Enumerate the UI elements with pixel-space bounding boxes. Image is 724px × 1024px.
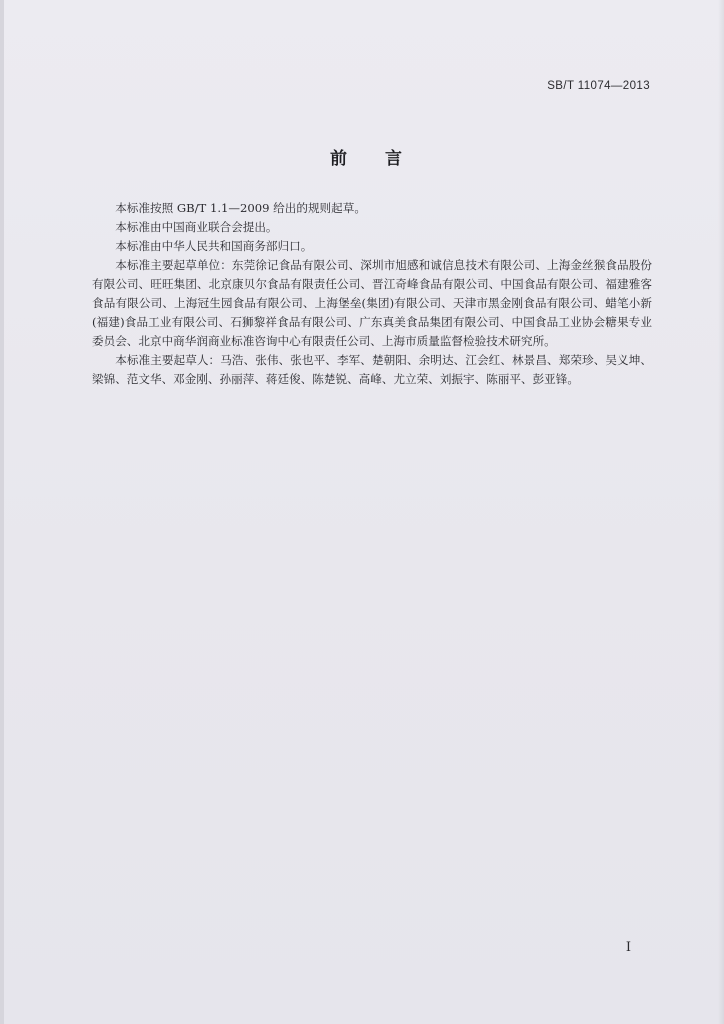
page-edge-shadow	[718, 0, 724, 1024]
paragraph-drafters: 本标准主要起草人：马浩、张伟、张也平、李军、楚朝阳、余明达、江会红、林景昌、郑荣珍、吴义坤、梁锦、范文华、邓金刚、孙丽萍、蒋廷俊、陈楚锐、高峰、尤立荣、刘振宇、陈丽平、彭亚锋。	[92, 353, 652, 386]
title-char-2: 言	[385, 149, 402, 169]
page-title	[4, 144, 724, 169]
paragraph-administrator: 本标准由中华人民共和国商务部归口。	[115, 239, 313, 253]
standard-code: SB/T 11074—2013	[547, 80, 650, 92]
page-number: I	[625, 940, 631, 955]
paragraph-proposer: 本标准由中国商业联合会提出。	[115, 220, 278, 234]
paragraph-drafting-units: 本标准主要起草单位：东莞徐记食品有限公司、深圳市旭感和诚信息技术有限公司、上海金丝猴食品股份有限公司、旺旺集团、北京康贝尔食品有限责任公司、晋江奇峰食品有限公司、中国食品有限公司、福建雅客食品有限公司、上海冠生园食品有限公司、上海堡垒(集团)有限公司、天津市黑金刚食品有限公司、蜡笔小新(福建)食品工业有限公司、石狮黎祥食品有限公司、广东真美食品集团有限公司、中国食品工业协会糖果专业委员会、北京中商华润商业标准咨询中心有限责任公司、上海市质量监督检验技术研究所。	[92, 258, 652, 348]
title-char-1: 前	[330, 149, 347, 169]
paragraph-drafting-rules: 本标准按照 GB/T 1.1—2009 给出的规则起草。	[115, 201, 366, 215]
foreword-body	[92, 199, 652, 389]
